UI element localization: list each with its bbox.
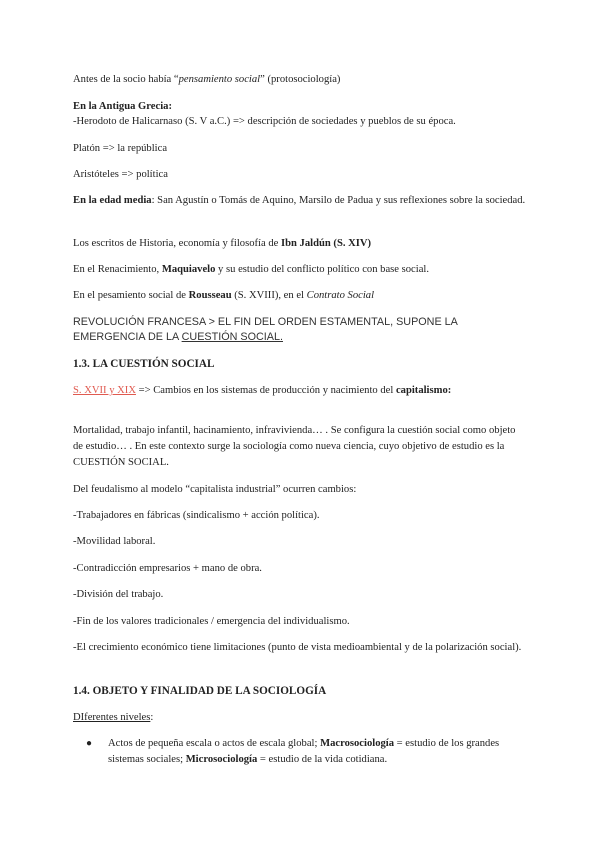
aristoteles-text: Aristóteles => política (73, 169, 168, 180)
renacimiento-text-end: y su estudio del conflicto político con base social. (215, 264, 429, 275)
change-item-6 (73, 640, 528, 656)
mortalidad-paragraph (73, 423, 528, 471)
ibn-jaldun-line (73, 236, 528, 252)
edad-media-title: En la edad media (73, 195, 152, 206)
change-text-3: -Contradicción empresarios + mano de obra. (73, 563, 262, 574)
platon-text: Platón => la república (73, 143, 168, 154)
maquiavelo-name: Maquiavelo (161, 264, 216, 275)
herodoto-line (73, 114, 528, 130)
change-item-5 (73, 614, 528, 630)
microsociologia: Microsociología (185, 754, 258, 765)
change-text-1: -Trabajadores en fábricas (sindicalismo + acción política). (73, 510, 320, 521)
niveles-colon: : (150, 712, 154, 723)
century-highlight: S. XVII y XIX (73, 385, 136, 396)
bullet-text: Actos de pequeña escala o actos de escala global; (108, 738, 321, 749)
change-item-1 (73, 508, 528, 524)
change-item-2 (73, 534, 528, 550)
bullet-item (108, 736, 528, 768)
intro-emphasis: pensamiento social (178, 74, 261, 85)
aristoteles-line (73, 167, 528, 183)
contrato-social: Contrato Social (306, 290, 375, 301)
revolucion-paragraph (73, 315, 528, 345)
cambios-text: => Cambios en los sistemas de producción y nacimiento del (135, 385, 396, 396)
rousseau-text: En el pesamiento social de (73, 290, 189, 301)
section-heading-1-3 (73, 356, 528, 372)
ibn-jaldun-name: Ibn Jaldún (S. XIV) (281, 238, 372, 249)
edad-media-text: : San Agustín o Tomás de Aquino, Marsilo de Padua y sus reflexiones sobre la sociedad. (151, 195, 526, 206)
ibn-jaldun-text: Los escritos de Historia, economía y filosofía de (73, 238, 281, 249)
greece-heading (73, 99, 528, 115)
section-heading-1-4 (73, 683, 528, 699)
section-title-1-3: 1.3. LA CUESTIÓN SOCIAL (73, 358, 215, 370)
revolucion-text: REVOLUCIÓN FRANCESA > EL FIN DEL ORDEN ESTAMENTAL, SUPONE LA EMERGENCIA DE LA (73, 316, 458, 343)
renacimiento-text: En el Renacimiento, (73, 264, 162, 275)
intro-text: Antes de la socio había “ (73, 74, 179, 85)
edad-media-paragraph (73, 193, 528, 209)
renacimiento-line (73, 262, 528, 278)
change-item-3 (73, 561, 528, 577)
change-text-2: -Movilidad laboral. (73, 536, 156, 547)
change-text-6: -El crecimiento económico tiene limitaciones (punto de vista medioambiental y de la polarización social). (73, 642, 522, 653)
rousseau-text-mid: (S. XVIII), en el (231, 290, 307, 301)
feudalismo-text: Del feudalismo al modelo “capitalista industrial” ocurren cambios: (73, 484, 357, 495)
capitalismo-word: capitalismo: (395, 385, 452, 396)
change-text-5: -Fin de los valores tradicionales / emergencia del individualismo. (73, 616, 350, 627)
intro-line (73, 72, 528, 88)
greece-title: En la Antigua Grecia: (73, 101, 172, 112)
bullet-dot-icon: ● (86, 738, 93, 749)
mortalidad-text: Mortalidad, trabajo infantil, hacinamiento, infravivienda… . Se configura la cuestión social como objeto de estudio… . En este contexto surge la sociología como nueva ciencia, cuyo objetivo de estudio es la CUESTIÓN SOCIAL. (73, 425, 516, 468)
macrosociologia: Macrosociología (320, 738, 395, 749)
rousseau-line (73, 288, 528, 304)
cambios-line (73, 383, 528, 399)
change-item-4 (73, 587, 528, 603)
niveles-line (73, 710, 528, 726)
herodoto-text: -Herodoto de Halicarnaso (S. V a.C.) => descripción de sociedades y pueblos de su época. (73, 116, 456, 127)
section-title-1-4: 1.4. OBJETO Y FINALIDAD DE LA SOCIOLOGÍA (73, 685, 327, 697)
rousseau-name: Rousseau (188, 290, 232, 301)
feudalismo-line (73, 482, 528, 498)
cuestion-social-underlined: CUESTIÓN SOCIAL. (181, 331, 283, 343)
bullet-text-mid: = estudio de los grandes sistemas sociales; (108, 738, 500, 765)
change-text-4: -División del trabajo. (73, 589, 164, 600)
intro-text-end: ” (protosociología) (260, 74, 341, 85)
niveles-underlined: DIferentes niveles (73, 712, 151, 723)
bullet-text-end: = estudio de la vida cotidiana. (257, 754, 388, 765)
platon-line (73, 141, 528, 157)
